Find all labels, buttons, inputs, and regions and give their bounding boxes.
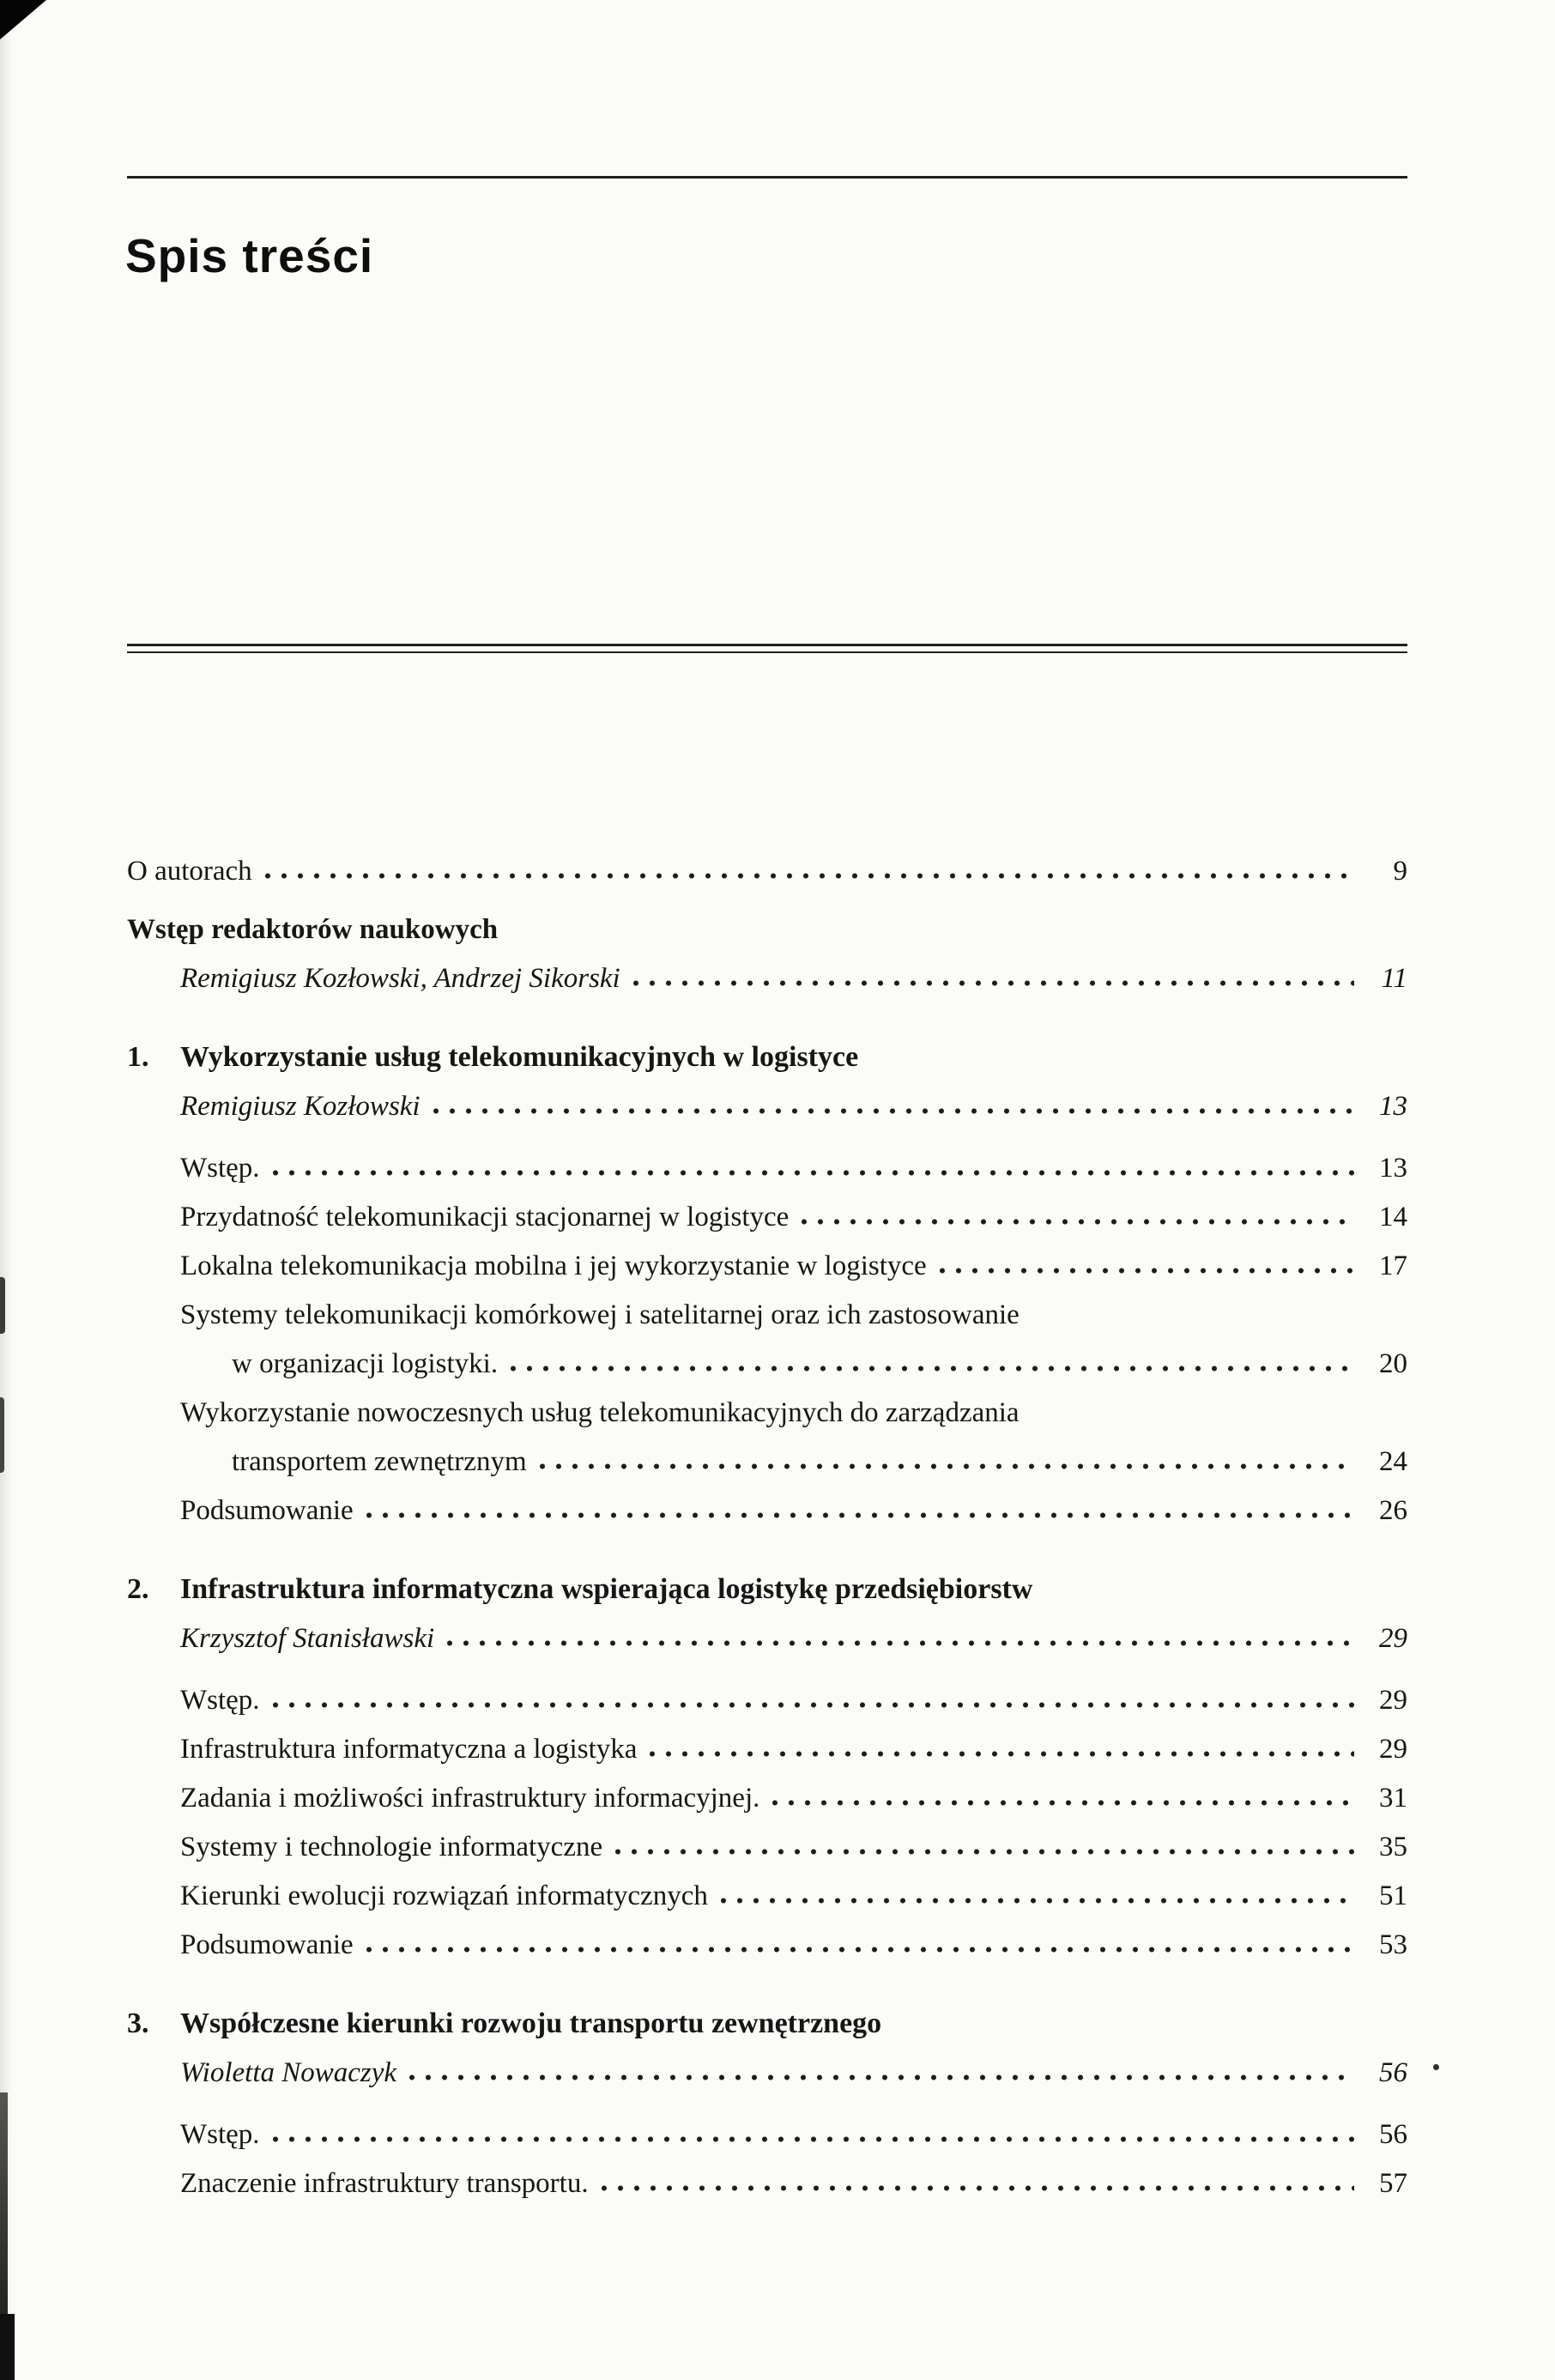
toc-author-entry bbox=[127, 964, 1407, 993]
toc-entry-wrapped bbox=[127, 1300, 1407, 1329]
dot-leader bbox=[939, 1268, 1354, 1275]
toc-entry-text: Wstęp. bbox=[180, 1153, 260, 1184]
toc-page-number: 35 bbox=[1379, 1832, 1407, 1862]
toc-entry-continuation bbox=[127, 1349, 1407, 1378]
dot-leader bbox=[446, 1640, 1354, 1647]
toc-page-number: 53 bbox=[1379, 1929, 1407, 1960]
toc-entry-text: w organizacji logistyki. bbox=[232, 1348, 499, 1379]
dot-leader bbox=[649, 1751, 1354, 1758]
toc-entry bbox=[127, 2107, 1407, 2149]
chapter-number: 1. bbox=[127, 1041, 149, 1073]
dot-leader bbox=[366, 1947, 1354, 1953]
toc-page-number: 56 bbox=[1379, 2119, 1407, 2150]
dot-leader bbox=[264, 873, 1354, 880]
toc-author-entry bbox=[127, 2058, 1407, 2087]
dot-leader bbox=[801, 1219, 1354, 1226]
toc-entry bbox=[127, 1832, 1407, 1862]
dot-leader bbox=[539, 1463, 1354, 1470]
toc-entry bbox=[127, 2169, 1407, 2198]
toc-page-number: 20 bbox=[1379, 1348, 1407, 1379]
toc-entry-text: transportem zewnętrznym bbox=[232, 1446, 527, 1477]
toc-entry bbox=[127, 1496, 1407, 1525]
toc-chapter-heading bbox=[127, 1545, 1407, 1604]
toc-author-entry bbox=[127, 1624, 1407, 1653]
toc-page-number: 29 bbox=[1379, 1734, 1407, 1765]
toc-entry bbox=[127, 1881, 1407, 1911]
dot-leader bbox=[720, 1898, 1354, 1905]
scan-artifact-smudge bbox=[0, 1397, 4, 1473]
toc-entry-text: Remigiusz Kozłowski bbox=[180, 1091, 421, 1122]
toc-page-number: 57 bbox=[1379, 2168, 1407, 2199]
toc-entry bbox=[127, 1735, 1407, 1764]
dot-leader bbox=[272, 2136, 1354, 2143]
toc-entry bbox=[127, 857, 1407, 886]
chapter-title: Wykorzystanie usług telekomunikacyjnych w logistyce bbox=[180, 1041, 859, 1073]
dot-leader bbox=[408, 2074, 1354, 2081]
dot-leader bbox=[601, 2185, 1354, 2192]
toc-entry-text: Wstęp. bbox=[180, 2119, 260, 2150]
toc-section-heading bbox=[127, 905, 1407, 944]
toc-entry-text: Podsumowanie bbox=[180, 1495, 354, 1526]
chapter-title: Infrastruktura informatyczna wspierająca logistykę przedsiębiorstw bbox=[180, 1573, 1033, 1605]
toc-entry bbox=[127, 1202, 1407, 1232]
toc-entry-text: Systemy i technologie informatyczne bbox=[180, 1832, 603, 1862]
toc-page-number: 11 bbox=[1381, 963, 1407, 994]
toc-page-number: 26 bbox=[1379, 1495, 1407, 1526]
toc-entry-text: Zadania i możliwości infrastruktury informacyjnej. bbox=[180, 1783, 760, 1814]
dot-leader bbox=[272, 1170, 1354, 1177]
page-title: Spis treści bbox=[125, 229, 374, 282]
chapter-number: 3. bbox=[127, 2008, 149, 2039]
toc-page-number: 24 bbox=[1379, 1446, 1407, 1477]
table-of-contents bbox=[127, 857, 1407, 2218]
toc-entry bbox=[127, 1251, 1407, 1281]
toc-entry-text: Kierunki ewolucji rozwiązań informatycznych bbox=[180, 1880, 708, 1911]
chapter-number: 2. bbox=[127, 1573, 149, 1605]
toc-entry bbox=[127, 1930, 1407, 1959]
toc-entry-continuation bbox=[127, 1447, 1407, 1476]
scan-artifact-bottom-left-corner bbox=[0, 2314, 15, 2380]
dot-leader bbox=[366, 1512, 1354, 1519]
dot-leader bbox=[433, 1108, 1354, 1115]
toc-entry bbox=[127, 1141, 1407, 1183]
toc-entry-text: Krzysztof Stanisławski bbox=[180, 1623, 435, 1654]
toc-page-number: 29 bbox=[1379, 1623, 1407, 1654]
top-rule bbox=[127, 176, 1407, 179]
toc-page-number: 29 bbox=[1379, 1685, 1407, 1716]
scan-artifact-top-left-corner bbox=[0, 0, 46, 39]
toc-entry bbox=[127, 1673, 1407, 1715]
toc-chapter-heading bbox=[127, 1013, 1407, 1072]
toc-entry-text: Systemy telekomunikacji komórkowej i satelitarnej oraz ich zastosowanie bbox=[180, 1299, 1020, 1330]
dot-leader bbox=[632, 980, 1354, 987]
toc-entry-text: Remigiusz Kozłowski, Andrzej Sikorski bbox=[180, 963, 620, 994]
toc-entry-text: Wykorzystanie nowoczesnych usług telekomunikacyjnych do zarządzania bbox=[180, 1397, 1020, 1428]
toc-chapter-heading bbox=[127, 1979, 1407, 2038]
toc-entry-text: Wioletta Nowaczyk bbox=[180, 2057, 397, 2088]
toc-entry bbox=[127, 1783, 1407, 1813]
toc-entry-text: O autorach bbox=[127, 856, 252, 887]
toc-page-number: 9 bbox=[1393, 856, 1407, 887]
double-rule bbox=[127, 644, 1407, 653]
toc-page-number: 31 bbox=[1379, 1783, 1407, 1814]
scan-artifact-speck bbox=[1433, 2064, 1439, 2070]
chapter-title: Współczesne kierunki rozwoju transportu zewnętrznego bbox=[180, 2008, 882, 2039]
toc-entry-text: Lokalna telekomunikacja mobilna i jej wykorzystanie w logistyce bbox=[180, 1251, 927, 1281]
toc-author-entry bbox=[127, 1092, 1407, 1121]
toc-entry-text: Infrastruktura informatyczna a logistyka bbox=[180, 1734, 638, 1765]
scan-artifact-smudge bbox=[0, 1277, 5, 1334]
toc-entry-text: Znaczenie infrastruktury transportu. bbox=[180, 2168, 589, 2199]
scan-edge-shadow bbox=[0, 0, 12, 2380]
toc-page-number: 13 bbox=[1379, 1153, 1407, 1184]
toc-page-number: 56 bbox=[1379, 2057, 1407, 2088]
dot-leader bbox=[771, 1800, 1354, 1807]
toc-entry-text: Wstęp redaktorów naukowych bbox=[127, 914, 499, 945]
toc-entry-text: Podsumowanie bbox=[180, 1929, 354, 1960]
toc-entry-text: Wstęp. bbox=[180, 1685, 260, 1716]
toc-page-number: 17 bbox=[1379, 1251, 1407, 1281]
toc-page-number: 51 bbox=[1379, 1880, 1407, 1911]
toc-page-number: 14 bbox=[1379, 1202, 1407, 1232]
dot-leader bbox=[614, 1849, 1354, 1856]
toc-page-number: 13 bbox=[1379, 1091, 1407, 1122]
dot-leader bbox=[510, 1366, 1354, 1372]
toc-entry-text: Przydatność telekomunikacji stacjonarnej w logistyce bbox=[180, 1202, 790, 1232]
toc-entry-wrapped bbox=[127, 1398, 1407, 1427]
dot-leader bbox=[272, 1702, 1354, 1709]
